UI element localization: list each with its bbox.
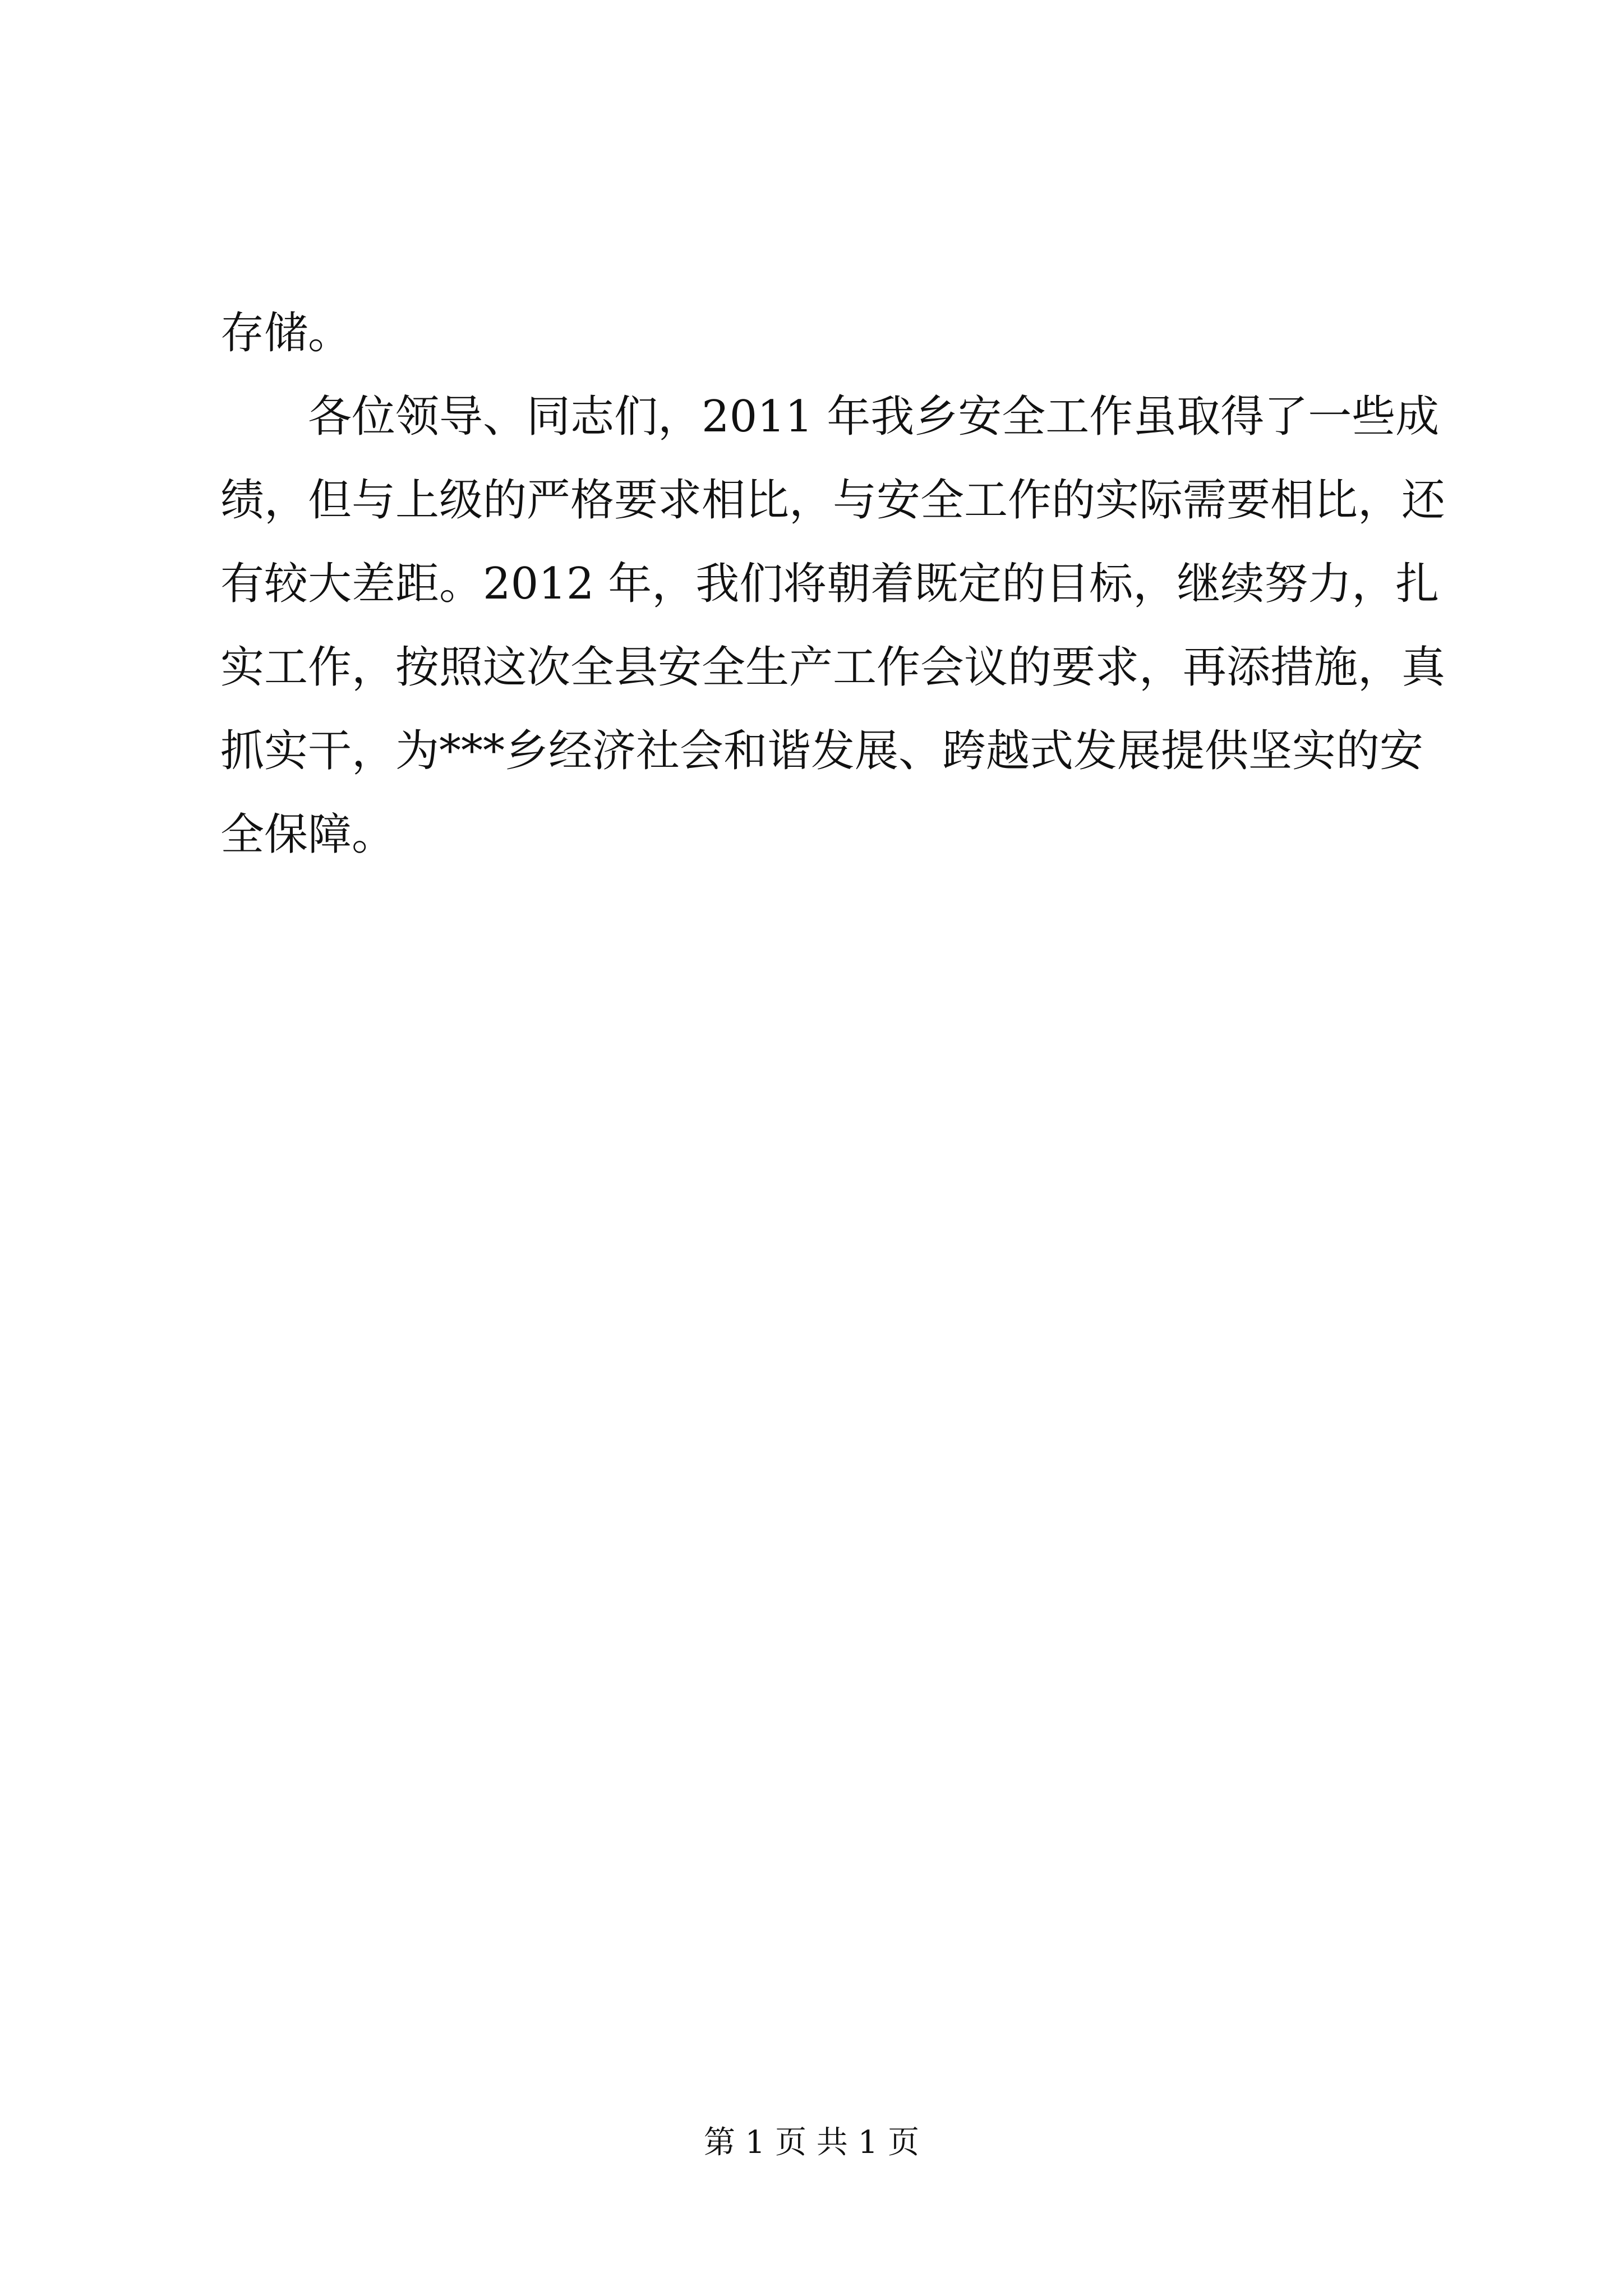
page-footer: 第 1 页 共 1 页 xyxy=(703,2124,920,2161)
text-line: 抓实干，为***乡经济社会和谐发展、跨越式发展提供坚实的安 xyxy=(220,726,1424,776)
text-line: 全保障。 xyxy=(220,809,396,860)
text-line: 有较大差距。2012 年，我们将朝着既定的目标，继续努力，扎 xyxy=(220,559,1440,609)
body-text xyxy=(220,292,1446,877)
text-line: 绩，但与上级的严格要求相比，与安全工作的实际需要相比，还 xyxy=(220,475,1446,526)
text-line: 实工作，按照这次全县安全生产工作会议的要求，再添措施，真 xyxy=(220,642,1446,693)
paragraph-first-line: 各位领导、同志们，2011 年我乡安全工作虽取得了一些成 xyxy=(308,392,1440,442)
text-line: 存储。 xyxy=(220,308,352,358)
